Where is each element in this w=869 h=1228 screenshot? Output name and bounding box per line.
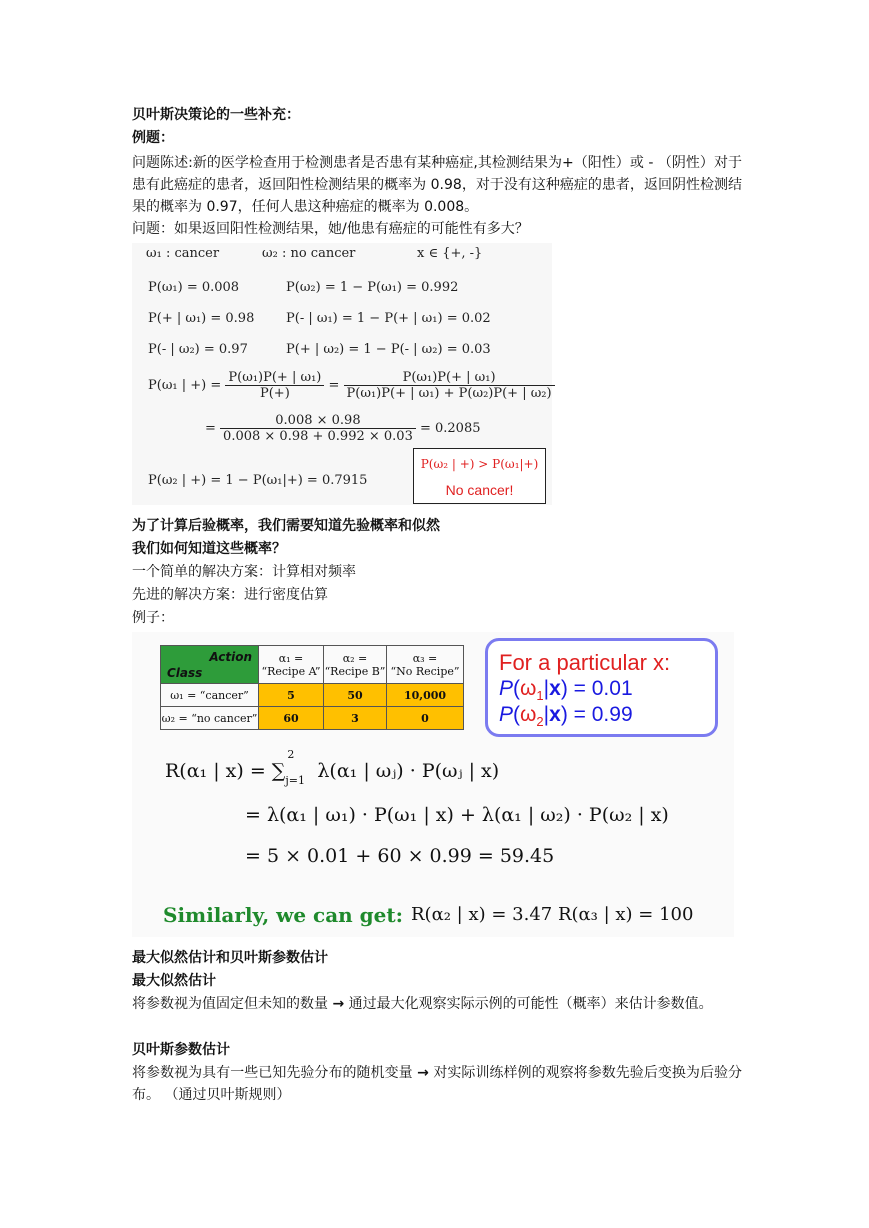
bayes-num-1: P(ω₁)P(+ | ω₁) <box>225 370 324 386</box>
loss-cell: 3 <box>324 707 387 730</box>
loss-cell: 50 <box>324 684 387 707</box>
posterior-comparison: P(ω₂ | +) > P(ω₁|+) <box>420 457 539 471</box>
bayes-fraction-2 <box>344 370 555 401</box>
callout-title: For a particular x: <box>499 650 671 675</box>
bayes-estimation-text: 将参数视为具有一些已知先验分布的随机变量 → 对实际训练样例的观察将参数先验后变换为后验分布。 （通过贝叶斯规则） <box>132 1065 743 1103</box>
prior-w1: P(ω₁) = 0.008 <box>148 280 240 295</box>
simple-solution: 一个简单的解决方案：计算相对频率 <box>132 564 356 580</box>
loss-cell: 10,000 <box>387 684 464 707</box>
bayes-fraction-1 <box>225 370 324 401</box>
bayes-num-2: P(ω₁)P(+ | ω₁) <box>344 370 555 386</box>
conclusion-box <box>413 448 546 504</box>
bayes-lhs: P(ω₁ | +) = <box>148 378 222 393</box>
heading-how-know: 我们如何知道这些概率？ <box>132 541 286 557</box>
risk-equation-2: = λ(α₁ | ω₁) · P(ω₁ | x) + λ(α₁ | ω₂) · P(ω₂ | x) <box>245 804 669 826</box>
arrow-right-icon: → <box>417 1065 429 1081</box>
x-definition: x ∈ {+, -} <box>417 246 483 261</box>
heading-estimation: 最大似然估计和贝叶斯参数估计 <box>132 950 328 966</box>
mle-text: 将参数视为值固定但未知的数量 → 通过最大化观察实际示例的可能性（概率）来估计参数值。 <box>132 996 713 1012</box>
sum-upper: 2 <box>287 748 295 761</box>
col-header-a3: α₃ = “No Recipe” <box>387 646 464 684</box>
posterior-w2: P(ω₂ | +) = 1 − P(ω₁|+) = 0.7915 <box>148 473 368 488</box>
likelihood-pos-w1: P(+ | ω₁) = 0.98 <box>148 311 255 326</box>
mle-title: 最大似然估计 <box>132 973 216 989</box>
prior-w2: P(ω₂) = 1 − P(ω₁) = 0.992 <box>286 280 459 295</box>
calc-num: 0.008 × 0.98 <box>220 413 416 429</box>
w2-definition: ω₂ : no cancer <box>262 246 356 261</box>
row-label-w2: ω₂ = “no cancer” <box>161 707 259 730</box>
question-text: 问题：如果返回阳性检测结果，她/他患有癌症的可能性有多大？ <box>132 221 529 237</box>
callout-line-1: $P(\omega_1|x) = 0.01$ <box>499 677 633 704</box>
section-title: 贝叶斯决策论的一些补充： <box>132 107 300 123</box>
row-label-w1: ω₁ = “cancer” <box>161 684 259 707</box>
posterior-callout <box>485 638 718 737</box>
similarly-equation: R(α₂ | x) = 3.47 R(α₃ | x) = 100 <box>411 904 694 925</box>
callout-line-2: $P(\omega_2|x) = 0.99$ <box>499 703 633 730</box>
likelihood-neg-w2: P(- | ω₂) = 0.97 <box>148 342 248 357</box>
calc-den: 0.008 × 0.98 + 0.992 × 0.03 <box>223 429 413 444</box>
sum-lower: j=1 <box>285 774 305 787</box>
loss-cell: 0 <box>387 707 464 730</box>
risk-equation-1: R(α₁ | x) = ∑ 2 j=1 λ(α₁ | ωⱼ) · P(ωⱼ | x) <box>165 748 500 787</box>
corner-action: Action <box>209 650 252 664</box>
calc-result: = 0.2085 <box>419 421 481 436</box>
table-row <box>161 684 464 707</box>
col-header-a2: α₂ = “Recipe B” <box>324 646 387 684</box>
risk-equation-3: = 5 × 0.01 + 60 × 0.99 = 59.45 <box>245 845 555 867</box>
loss-cell: 60 <box>259 707 324 730</box>
table-corner <box>161 646 259 684</box>
calc-fraction <box>220 413 416 444</box>
bayes-den-2: P(ω₁)P(+ | ω₁) + P(ω₂)P(+ | ω₂) <box>346 386 552 401</box>
problem-text: 问题陈述:新的医学检查用于检测患者是否患有某种癌症,其检测结果为+（阳性）或 - （阴性）对于患有此癌症的患者，返回阳性检测结果的概率为 0.98，对于没有这种癌症的患者，返回阴性检测结果的概率为 0.97，任何人患这种癌症的概率为 0.008。 <box>132 155 742 215</box>
likelihood-neg-w1: P(- | ω₁) = 1 − P(+ | ω₁) = 0.02 <box>286 311 491 326</box>
heading-posterior: 为了计算后验概率，我们需要知道先验概率和似然 <box>132 518 440 534</box>
bayes-calculation: = $\frac{0.008 \times 0.98}{0.008 \times 0.98 + 0.992 \times 0.03}$ = 0.2085 <box>205 413 481 444</box>
bayes-den-1: P(+) <box>259 386 290 401</box>
bayes-formula: P(ω₁ | +) = $\frac{\text{P(ω₁)P(+ | ω₁)}}{P(+)}$ = $\frac{\text{P(ω₁)P(+ | ω₁)}}{\text{P(ω₁)P(+ | ω₁) + P(ω₂)P(+ | ω₂)}}$ <box>148 370 555 401</box>
example-label-2: 例子： <box>132 610 174 626</box>
similarly-label: Similarly, we can get: <box>163 903 403 927</box>
loss-table <box>160 645 464 730</box>
col-header-a1: α₁ = “Recipe A” <box>259 646 324 684</box>
advanced-solution: 先进的解决方案：进行密度估算 <box>132 587 328 603</box>
example-label: 例题： <box>132 130 174 146</box>
likelihood-pos-w2: P(+ | ω₂) = 1 − P(- | ω₂) = 0.03 <box>286 342 491 357</box>
arrow-right-icon: → <box>332 996 345 1012</box>
table-row <box>161 707 464 730</box>
bayes-estimation-title: 贝叶斯参数估计 <box>132 1042 230 1058</box>
w1-definition: ω₁ : cancer <box>146 246 220 261</box>
loss-cell: 5 <box>259 684 324 707</box>
conclusion-text: No cancer! <box>445 482 514 498</box>
corner-class: Class <box>167 666 203 680</box>
